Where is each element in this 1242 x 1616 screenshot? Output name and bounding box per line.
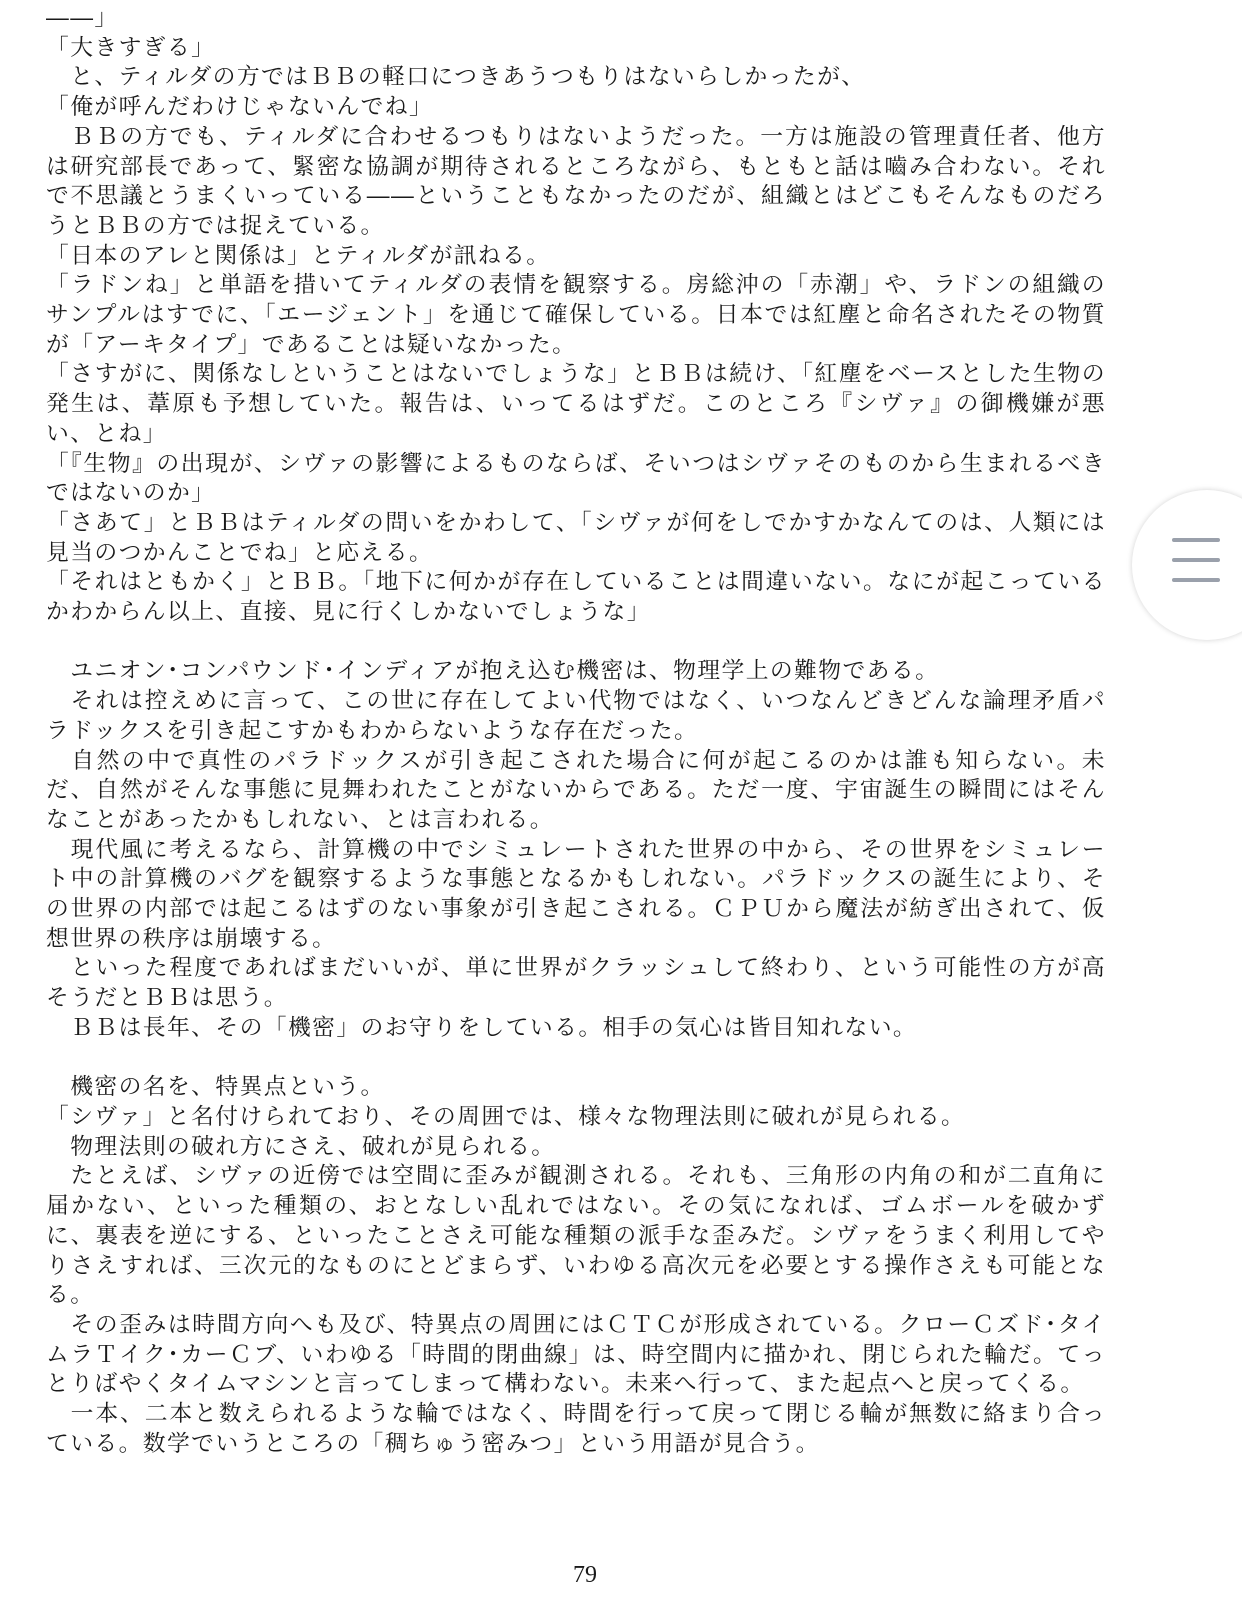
paragraph: 「さあて」とＢＢはティルダの問いをかわして、「シヴァが何をしでかすかなんてのは、人類には見当のつかんことでね」と応える。	[46, 509, 1106, 566]
paragraph: 「さすがに、関係なしということはないでしょうな」とＢＢは続け、「紅塵をベースとした生物の発生は、葦原も予想していた。報告は、いってるはずだ。このところ『シヴァ』の御機嫌が悪い、とね」	[46, 361, 1106, 447]
paragraph: といった程度であればまだいいが、単に世界がクラッシュして終わり、という可能性の方が高そうだとＢＢは思う。	[46, 955, 1106, 1012]
paragraph: 自然の中で真性のパラドックスが引き起こされた場合に何が起こるのかは誰も知らない。未だ、自然がそんな事態に見舞われたことがないからである。ただ一度、宇宙誕生の瞬間にはそんなことがあったかもしれない、とは言われる。	[46, 747, 1106, 833]
paragraph: 「大きすぎる」	[46, 34, 216, 61]
paragraph: 現代風に考えるなら、計算機の中でシミュレートされた世界の中から、その世界をシミュレート中の計算機のバグを観察するような事態となるかもしれない。パラドックスの誕生により、その世界の内部では起こるはずのない事象が引き起こされる。ＣＰＵから魔法が紡ぎ出されて、仮想世界の秩序は崩壊する。	[46, 836, 1106, 952]
paragraph: ユニオン･コンパウンド･インディアが抱え込む機密は、物理学上の難物である。	[46, 658, 940, 685]
paragraph: ――」	[46, 5, 119, 31]
section-break	[46, 628, 1106, 658]
paragraph: 「日本のアレと関係は」とティルダが訊ねる。	[46, 242, 551, 269]
paragraph: 「俺が呼んだわけじゃないんでね」	[46, 94, 434, 121]
paragraph: 一本、二本と数えられるような輪ではなく、時間を行って戻って閉じる輪が無数に絡まり合っている。数学でいうところの「稠ちゅう密みつ」という用語が見合う。	[46, 1401, 1106, 1457]
paragraph: と、ティルダの方ではＢＢの軽口につきあうつもりはないらしかったが、	[46, 64, 866, 91]
menu-button[interactable]	[1132, 490, 1242, 640]
paragraph: ＢＢは長年、その「機密」のお守りをしている。相手の気心は皆目知れない。	[46, 1014, 918, 1041]
page-text	[46, 4, 1106, 1459]
paragraph: たとえば、シヴァの近傍では空間に歪みが観測される。それも、三角形の内角の和が二直角に届かない、といった種類の、おとなしい乱れではない。その気になれば、ゴムボールを破かずに、裏表を逆にする、といったことさえ可能な種類の派手な歪みだ。シヴァをうまく利用してやりさえすれば、三次元的なものにとどまらず、いわゆる高次元を必要とする操作さえも可能となる。	[46, 1163, 1106, 1309]
paragraph: 機密の名を、特異点という。	[46, 1074, 385, 1101]
paragraph: 「シヴァ」と名付けられており、その周囲では、様々な物理法則に破れが見られる。	[46, 1103, 966, 1130]
section-break	[46, 1044, 1106, 1074]
paragraph: その歪みは時間方向へも及び、特異点の周囲にはＣＴＣが形成されている。クローＣズド･タイムラＴイク･カーＣブ、いわゆる「時間的閉曲線」は、時空間内に描かれ、閉じられた輪だ。てっとりばやくタイムマシンと言ってしまって構わない。未来へ行って、また起点へと戻ってくる。	[46, 1311, 1106, 1398]
paragraph: ＢＢの方でも、ティルダに合わせるつもりはないようだった。一方は施設の管理責任者、他方は研究部長であって、緊密な協調が期待されるところながら、もともと話は嚙み合わない。それで不思議とうまくいっている――ということもなかったのだが、組織とはどこもそんなものだろうとＢＢの方では捉えている。	[46, 123, 1106, 239]
paragraph: 「ラドンね」と単語を措いてティルダの表情を観察する。房総沖の「赤潮」や、ラドンの組織のサンプルはすでに、「エージェント」を通じて確保している。日本では紅塵と命名されたその物質が「アーキタイプ」であることは疑いなかった。	[46, 272, 1106, 358]
paragraph: 物理法則の破れ方にさえ、破れが見られる。	[46, 1133, 556, 1160]
paragraph: それは控えめに言って、この世に存在してよい代物ではなく、いつなんどきどんな論理矛盾パラドックスを引き起こすかもわからないような存在だった。	[46, 688, 1106, 744]
paragraph: 「それはともかく」とＢＢ。「地下に何かが存在していることは間違いない。なにが起こっているかわからん以上、直接、見に行くしかないでしょうな」	[46, 569, 1106, 626]
paragraph: 「『生物』の出現が、シヴァの影響によるものならば、そいつはシヴァそのものから生まれるべきではないのか」	[46, 450, 1106, 507]
page-number: 79	[573, 1562, 597, 1588]
hamburger-menu-icon	[1172, 538, 1220, 582]
